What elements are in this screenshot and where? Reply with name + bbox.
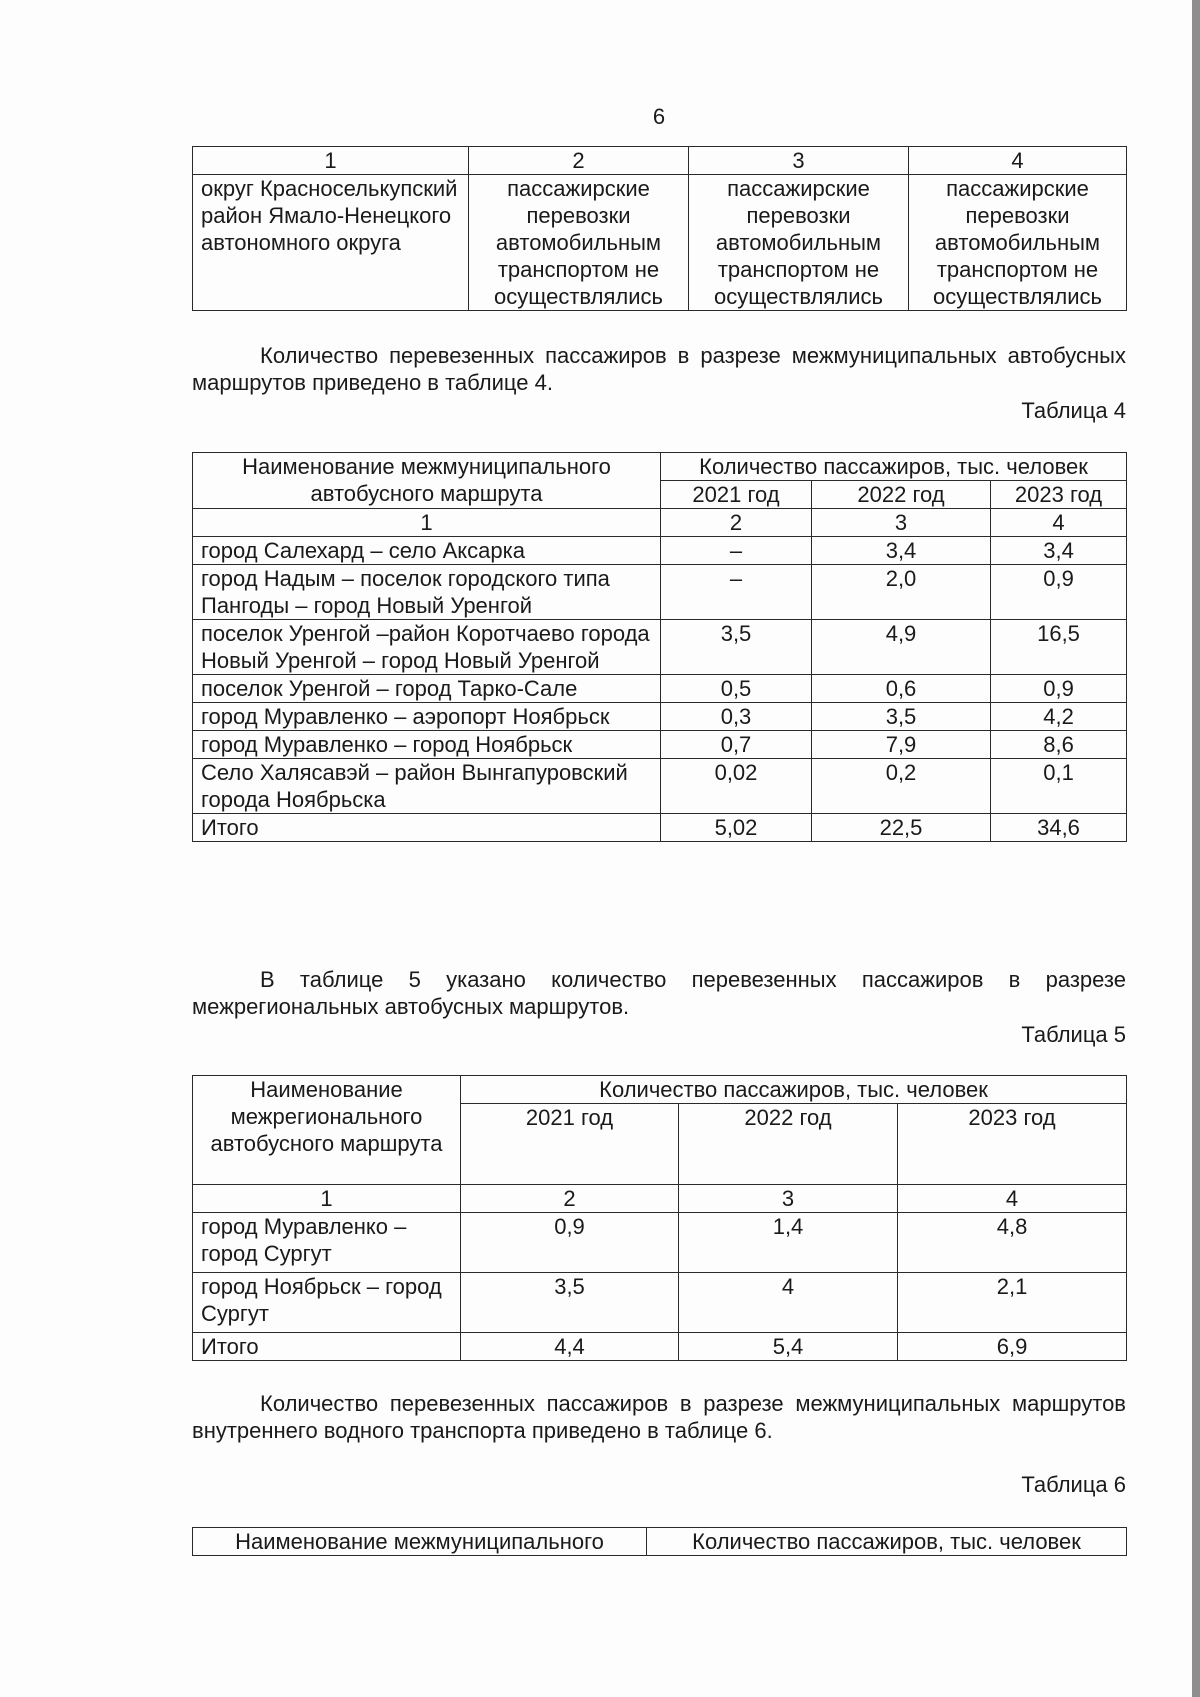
value-2021: 5,02 xyxy=(661,814,812,842)
table-5-caption: Таблица 5 xyxy=(1021,1022,1126,1047)
value-2021: 0,7 xyxy=(661,731,812,759)
value-2022: 4,9 xyxy=(812,620,991,675)
route-name: поселок Уренгой – город Тарко-Сале xyxy=(193,675,661,703)
value-2023: 0,9 xyxy=(991,565,1127,620)
value-2021: – xyxy=(661,537,812,565)
table-6 xyxy=(192,1527,1127,1556)
value-2022: 3,4 xyxy=(812,537,991,565)
value-2023: 2,1 xyxy=(898,1273,1127,1333)
paragraph-1: Количество перевезенных пассажиров в разрезе межмуниципальных автобусных маршрутов приведено в таблице 4. xyxy=(192,343,1126,395)
header-passenger-count: Количество пассажиров, тыс. человек xyxy=(661,453,1127,481)
table-row xyxy=(193,759,1127,814)
col-number: 3 xyxy=(689,147,909,175)
paragraph-2: В таблице 5 указано количество перевезенных пассажиров в разрезе межрегиональных автобусных маршрутов. xyxy=(192,967,1126,1019)
table-4-caption: Таблица 4 xyxy=(1021,398,1126,423)
table-row xyxy=(193,537,1127,565)
value-2023: 8,6 xyxy=(991,731,1127,759)
header-passenger-count: Количество пассажиров, тыс. человек xyxy=(647,1528,1127,1556)
value-2022: 0,2 xyxy=(812,759,991,814)
value-2023: 6,9 xyxy=(898,1333,1127,1361)
total-label: Итого xyxy=(193,1333,461,1361)
column-number-row xyxy=(193,1185,1127,1213)
column-number-row xyxy=(193,509,1127,537)
header-route-name: Наименование межмуниципального автобусного маршрута xyxy=(193,453,661,509)
header-year: 2021 год xyxy=(661,481,812,509)
table-header-row xyxy=(193,147,1127,175)
header-year: 2021 год xyxy=(461,1104,679,1185)
header-route-name: Наименование межмуниципального xyxy=(193,1528,647,1556)
route-name: город Надым – поселок городского типа Пангоды – город Новый Уренгой xyxy=(193,565,661,620)
value-2023: 4,8 xyxy=(898,1213,1127,1273)
page-number: 6 xyxy=(652,104,666,129)
value-2021: 3,5 xyxy=(661,620,812,675)
value-2022: 5,4 xyxy=(679,1333,898,1361)
value-2023: 3,4 xyxy=(991,537,1127,565)
row-value: пассажирские перевозки автомобильным транспортом не осуществлялись xyxy=(909,175,1127,311)
header-year: 2022 год xyxy=(812,481,991,509)
value-2022: 3,5 xyxy=(812,703,991,731)
table-4 xyxy=(192,452,1127,842)
col-number: 2 xyxy=(461,1185,679,1213)
value-2022: 2,0 xyxy=(812,565,991,620)
value-2022: 4 xyxy=(679,1273,898,1333)
value-2022: 22,5 xyxy=(812,814,991,842)
route-name: Село Халясавэй – район Вынгапуровский города Ноябрьска xyxy=(193,759,661,814)
value-2023: 0,1 xyxy=(991,759,1127,814)
route-name: город Муравленко – город Сургут xyxy=(193,1213,461,1273)
value-2023: 0,9 xyxy=(991,675,1127,703)
value-2021: 0,3 xyxy=(661,703,812,731)
value-2021: 4,4 xyxy=(461,1333,679,1361)
col-number: 1 xyxy=(193,1185,461,1213)
table-6-caption: Таблица 6 xyxy=(1021,1472,1126,1497)
value-2021: 3,5 xyxy=(461,1273,679,1333)
table-row xyxy=(193,731,1127,759)
paragraph-3: Количество перевезенных пассажиров в разрезе межмуниципальных маршрутов внутреннего водного транспорта приведено в таблице 6. xyxy=(192,1391,1126,1443)
table-3-continuation xyxy=(192,146,1127,311)
header-route-name: Наименование межрегионального автобусного маршрута xyxy=(193,1076,461,1185)
table-header-row xyxy=(193,1528,1127,1556)
value-2023: 34,6 xyxy=(991,814,1127,842)
route-name: город Салехард – село Аксарка xyxy=(193,537,661,565)
header-year: 2023 год xyxy=(991,481,1127,509)
route-name: город Ноябрьск – город Сургут xyxy=(193,1273,461,1333)
col-number: 2 xyxy=(661,509,812,537)
col-number: 4 xyxy=(898,1185,1127,1213)
route-name: поселок Уренгой –район Коротчаево города Новый Уренгой – город Новый Уренгой xyxy=(193,620,661,675)
value-2023: 4,2 xyxy=(991,703,1127,731)
total-row xyxy=(193,1333,1127,1361)
value-2021: 0,5 xyxy=(661,675,812,703)
table-row xyxy=(193,675,1127,703)
table-header-row xyxy=(193,453,1127,481)
value-2021: 0,9 xyxy=(461,1213,679,1273)
table-row xyxy=(193,175,1127,311)
col-number: 3 xyxy=(679,1185,898,1213)
route-name: город Муравленко – город Ноябрьск xyxy=(193,731,661,759)
table-5 xyxy=(192,1075,1127,1361)
total-label: Итого xyxy=(193,814,661,842)
table-row xyxy=(193,1213,1127,1273)
table-header-row xyxy=(193,1076,1127,1104)
row-name: округ Красноселькупский район Ямало-Ненецкого автономного округа xyxy=(193,175,469,311)
table-row xyxy=(193,620,1127,675)
value-2021: – xyxy=(661,565,812,620)
row-value: пассажирские перевозки автомобильным транспортом не осуществлялись xyxy=(689,175,909,311)
value-2022: 1,4 xyxy=(679,1213,898,1273)
col-number: 4 xyxy=(909,147,1127,175)
value-2021: 0,02 xyxy=(661,759,812,814)
col-number: 4 xyxy=(991,509,1127,537)
header-passenger-count: Количество пассажиров, тыс. человек xyxy=(461,1076,1127,1104)
header-year: 2022 год xyxy=(679,1104,898,1185)
table-row xyxy=(193,565,1127,620)
table-row xyxy=(193,1273,1127,1333)
row-value: пассажирские перевозки автомобильным транспортом не осуществлялись xyxy=(469,175,689,311)
total-row xyxy=(193,814,1127,842)
value-2022: 0,6 xyxy=(812,675,991,703)
col-number: 1 xyxy=(193,509,661,537)
header-year: 2023 год xyxy=(898,1104,1127,1185)
table-row xyxy=(193,703,1127,731)
value-2023: 16,5 xyxy=(991,620,1127,675)
col-number: 1 xyxy=(193,147,469,175)
value-2022: 7,9 xyxy=(812,731,991,759)
col-number: 2 xyxy=(469,147,689,175)
col-number: 3 xyxy=(812,509,991,537)
route-name: город Муравленко – аэропорт Ноябрьск xyxy=(193,703,661,731)
